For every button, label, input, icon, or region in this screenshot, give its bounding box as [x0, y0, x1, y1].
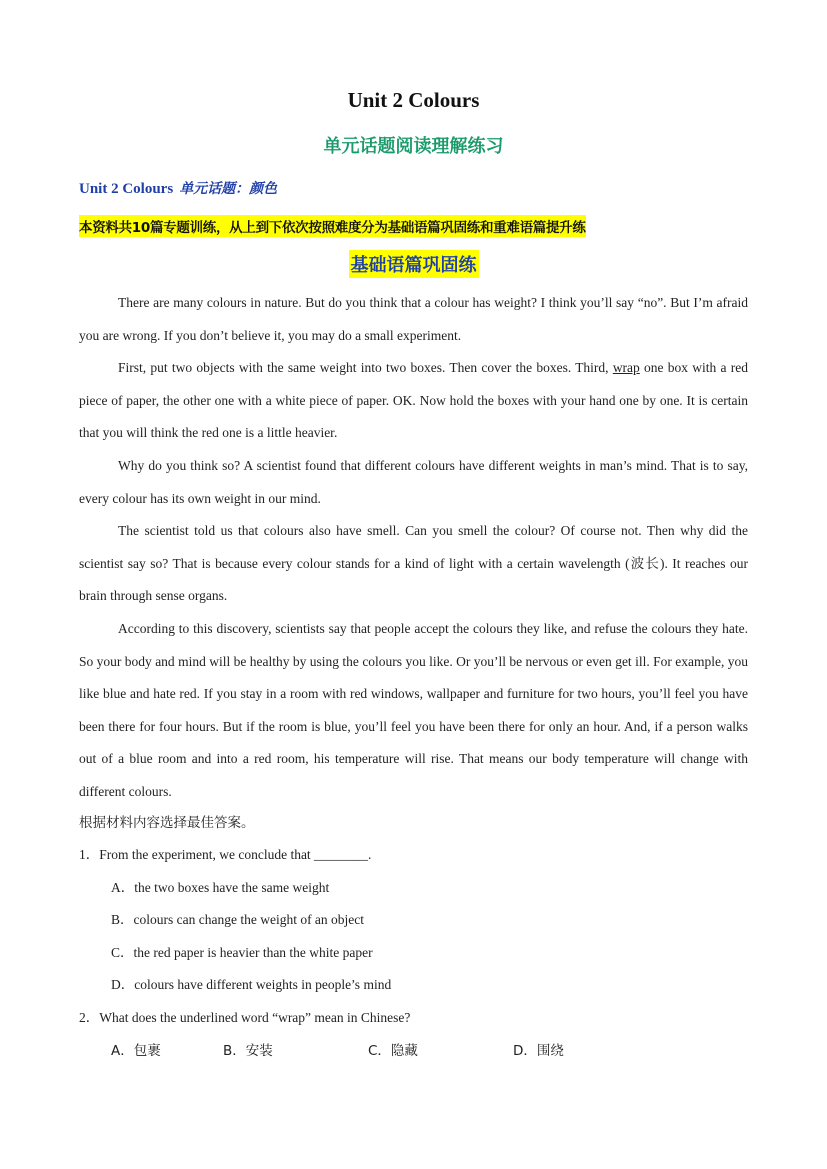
passage-p2-before: First, put two objects with the same weight into two boxes. Then cover the boxes. Third,	[118, 360, 613, 376]
question-1-option-d[interactable]: D．colours have different weights in people’s mind	[111, 977, 392, 993]
question-1-option-a[interactable]: A．the two boxes have the same weight	[111, 879, 330, 895]
question-1-option-b[interactable]: B．colours can change the weight of an object	[111, 912, 365, 928]
topic-en: Unit 2 Colours	[79, 181, 174, 197]
reading-passage	[79, 287, 748, 809]
section-title	[0, 250, 827, 278]
underlined-word-wrap: wrap	[612, 360, 640, 376]
question-2	[79, 1006, 759, 1071]
instruction-text: 根据材料内容选择最佳答案。	[79, 815, 255, 831]
topic-line	[79, 178, 277, 198]
passage-paragraph-4: The scientist told us that colours also have smell. Can you smell the colour? Of course not. Then why did the scientist say so? That is because every colour stands for a kind of light with a certain wavelength (波长). It reaches our brain through sense organs.	[79, 523, 748, 604]
question-2-options	[111, 1039, 759, 1072]
question-2-option-b[interactable]: B．安装	[223, 1042, 273, 1059]
question-1-option-c[interactable]: C．the red paper is heavier than the white paper	[111, 944, 373, 960]
intro-highlight: 本资料共10篇专题训练，从上到下依次按照难度分为基础语篇巩固练和重难语篇提升练	[79, 215, 586, 237]
passage-paragraph-1: There are many colours in nature. But do you think that a colour has weight? I think you’ll say “no”. But I’m afraid you are wrong. If you don’t believe it, you may do a small experiment.	[79, 295, 748, 343]
question-2-option-a[interactable]: A．包裹	[111, 1042, 161, 1059]
question-2-option-c[interactable]: C．隐藏	[368, 1042, 418, 1059]
passage-p2-after: one box with a red piece of paper, the other one with a white piece of paper. OK. Now hold the boxes with your hand one by one. It is certain that you will think the red one is a little heavier.	[79, 360, 748, 441]
passage-paragraph-2	[79, 352, 748, 450]
question-1-stem: 1．From the experiment, we conclude that ________.	[79, 847, 372, 862]
passage-paragraph-5: According to this discovery, scientists say that people accept the colours they like, and refuse the colours they hate. So your body and mind will be healthy by using the colours you like. Or you’ll be nervous or even get ill. For example, you like blue and hate red. If you stay in a room with red windows, wallpaper and furniture for two hours, you’ll feel you have been there for four hours. But if the room is blue, you’ll feel you have been there for only an hour. And, if a person walks out of a blue room and into a red room, his temperature will rise. That means our body temperature will change with different colours.	[79, 620, 748, 799]
page-title: Unit 2 Colours	[347, 88, 480, 112]
topic-cn: 单元话题：颜色	[179, 181, 278, 197]
question-2-stem: 2．What does the underlined word “wrap” mean in Chinese?	[79, 1010, 411, 1025]
question-2-option-d[interactable]: D．围绕	[513, 1042, 564, 1059]
passage-paragraph-3: Why do you think so? A scientist found that different colours have different weights in man’s mind. That is to say, every colour has its own weight in our mind.	[79, 457, 748, 506]
question-1	[79, 843, 759, 1006]
page-subtitle: 单元话题阅读理解练习	[323, 136, 504, 157]
section-title-text: 基础语篇巩固练	[349, 250, 479, 278]
